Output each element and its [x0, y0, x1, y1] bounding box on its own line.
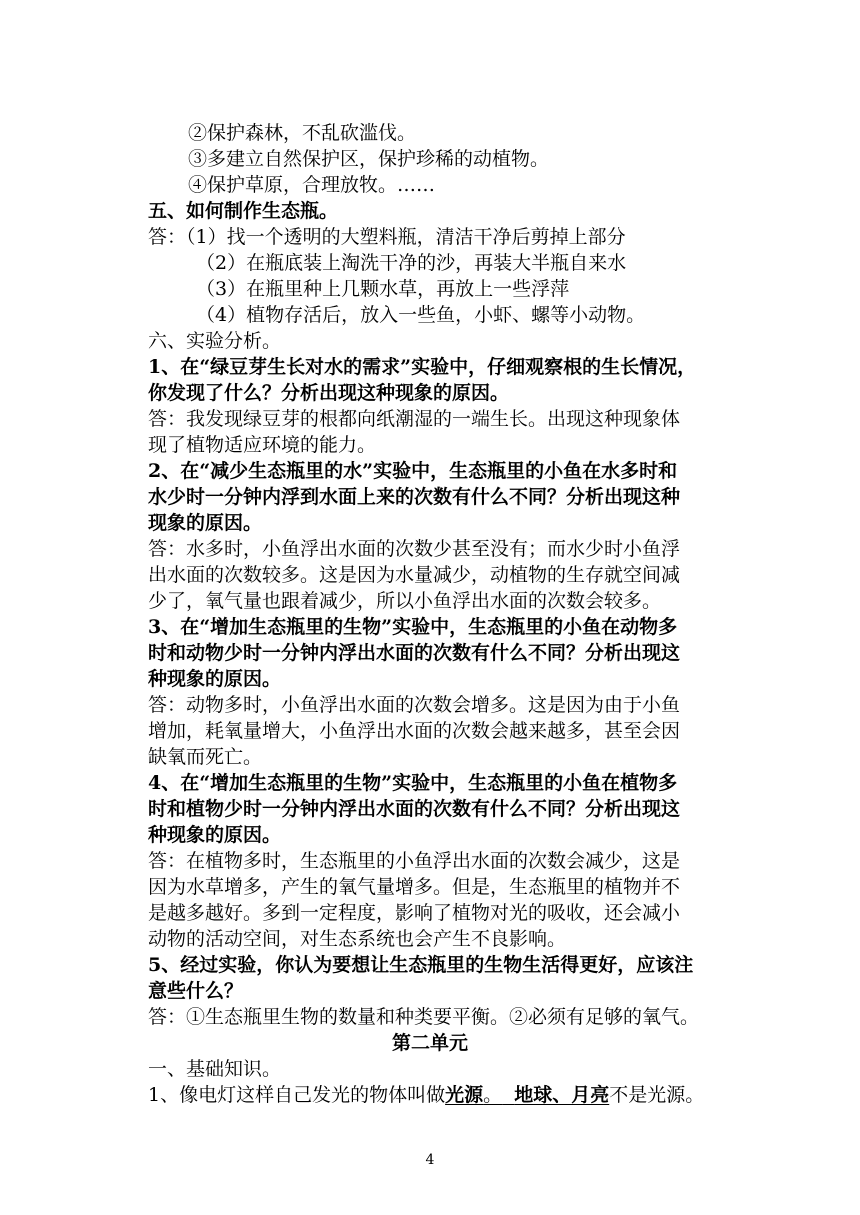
- answer-line: 现了植物适应环境的能力。: [148, 434, 377, 456]
- text-line: （2）在瓶底装上淘洗干净的沙，再装大半瓶自来水: [196, 252, 627, 274]
- answer-line: 出水面的次数较多。这是因为水量减少，动植物的生存就空间减: [148, 564, 681, 586]
- fill-blank-prefix: 1、像电灯这样自己发光的物体叫做: [148, 1084, 446, 1106]
- question-line: 时和植物少时一分钟内浮出水面的次数有什么不同？分析出现这: [148, 798, 681, 820]
- question-line: 4、在“增加生态瓶里的生物”实验中，生态瓶里的小鱼在植物多: [148, 772, 678, 794]
- page-number: 4: [425, 1152, 435, 1168]
- question-line: 意些什么？: [148, 980, 244, 1002]
- section-heading: 一、基础知识。: [148, 1058, 282, 1080]
- fill-blank-separator: 。: [483, 1084, 503, 1106]
- answer-line: 答：我发现绿豆芽的根都向纸潮湿的一端生长。出现这种现象体: [148, 408, 681, 430]
- text-line: （4）植物存活后，放入一些鱼，小虾、螺等小动物。: [196, 304, 646, 326]
- section-heading: 五、如何制作生态瓶。: [148, 200, 339, 222]
- answer-line: 因为水草增多，产生的氧气量增多。但是，生态瓶里的植物并不: [148, 876, 681, 898]
- answer-line: 答：动物多时，小鱼浮出水面的次数会增多。这是因为由于小鱼: [148, 694, 681, 716]
- fill-blank-suffix: 不是光源。: [609, 1084, 705, 1106]
- answer-line: 动物的活动空间，对生态系统也会产生不良影响。: [148, 928, 567, 950]
- question-line: 现象的原因。: [148, 512, 263, 534]
- text-line: （3）在瓶里种上几颗水草，再放上一些浮萍: [196, 278, 570, 300]
- fill-blank-answer: 光源: [445, 1084, 484, 1106]
- question-line: 种现象的原因。: [148, 668, 282, 690]
- question-line: 5、经过实验，你认为要想让生态瓶里的生物生活得更好，应该注: [148, 954, 694, 976]
- question-line: 种现象的原因。: [148, 824, 282, 846]
- answer-line: 答：水多时，小鱼浮出水面的次数少甚至没有；而水少时小鱼浮: [148, 538, 681, 560]
- answer-line: 答：在植物多时，生态瓶里的小鱼浮出水面的次数会减少，这是: [148, 850, 681, 872]
- question-line: 1、在“绿豆芽生长对水的需求”实验中，仔细观察根的生长情况，: [148, 356, 697, 378]
- text-line: 答：（1）找一个透明的大塑料瓶，清洁干净后剪掉上部分: [148, 226, 626, 248]
- answer-line: 是越多越好。多到一定程度，影响了植物对光的吸收，还会减小: [148, 902, 681, 924]
- fill-blank-answer: 地球、月亮: [514, 1084, 610, 1106]
- section-heading: 六、实验分析。: [148, 330, 282, 352]
- question-line: 时和动物少时一分钟内浮出水面的次数有什么不同？分析出现这: [148, 642, 681, 664]
- question-line: 你发现了什么？分析出现这种现象的原因。: [148, 382, 510, 404]
- question-line: 2、在“减少生态瓶里的水”实验中，生态瓶里的小鱼在水多时和: [148, 460, 678, 482]
- unit-heading: 第二单元: [391, 1032, 468, 1054]
- answer-line: 少了，氧气量也跟着减少，所以小鱼浮出水面的次数会较多。: [148, 590, 662, 612]
- answer-line: 增加，耗氧量增大，小鱼浮出水面的次数会越来越多，甚至会因: [148, 720, 681, 742]
- text-line: ③多建立自然保护区，保护珍稀的动植物。: [188, 148, 550, 170]
- question-line: 水少时一分钟内浮到水面上来的次数有什么不同？分析出现这种: [148, 486, 681, 508]
- text-line: ④保护草原，合理放牧。……: [188, 174, 436, 196]
- answer-line: 答：①生态瓶里生物的数量和种类要平衡。②必须有足够的氧气。: [148, 1006, 700, 1028]
- answer-line: 缺氧而死亡。: [148, 746, 263, 768]
- text-line: ②保护森林，不乱砍滥伐。: [188, 122, 417, 144]
- fill-blank-gap: [502, 1084, 514, 1106]
- fill-blank-line: [148, 1082, 704, 1108]
- question-line: 3、在“增加生态瓶里的生物”实验中，生态瓶里的小鱼在动物多: [148, 616, 678, 638]
